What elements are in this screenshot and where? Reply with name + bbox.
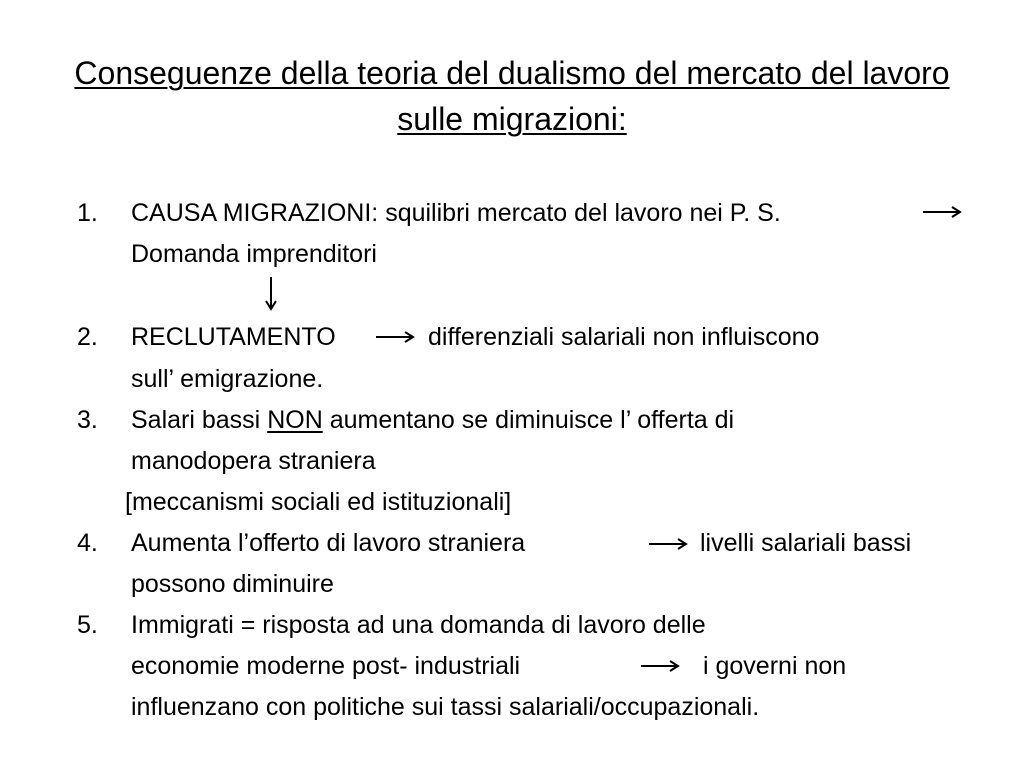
item-3-emphasis: NON bbox=[267, 406, 323, 434]
slide-title-text: Conseguenze della teoria del dualismo del mercato del lavoro sulle migrazioni: bbox=[74, 55, 950, 137]
item-4-line-2: possono diminuire bbox=[131, 570, 334, 598]
right-arrow-icon bbox=[640, 658, 682, 674]
item-3-line-1 bbox=[131, 405, 734, 435]
item-5-number: 5. bbox=[77, 611, 98, 639]
item-5-line-2b: i governi non bbox=[703, 652, 847, 680]
item-5-line-2a: economie moderne post- industriali bbox=[131, 652, 521, 680]
right-arrow-icon bbox=[922, 204, 964, 220]
item-3-line-1a: Salari bassi bbox=[131, 406, 261, 434]
right-arrow-icon bbox=[648, 536, 690, 552]
item-3-number: 3. bbox=[77, 406, 98, 434]
slide-title bbox=[60, 50, 964, 142]
item-4-number: 4. bbox=[77, 529, 98, 557]
item-4-line-1a: Aumenta l’offerto di lavoro straniera bbox=[131, 529, 526, 557]
item-2-number: 2. bbox=[77, 323, 98, 351]
item-1-line-2: Domanda imprenditori bbox=[131, 240, 377, 268]
item-5-line-1: Immigrati = risposta ad una domanda di lavoro delle bbox=[131, 611, 706, 639]
item-3-line-1b: aumentano se diminuisce l’ offerta di bbox=[329, 406, 735, 434]
item-3-line-2: manodopera straniera bbox=[131, 447, 376, 475]
item-2-line-1b: differenziali salariali non influiscono bbox=[428, 323, 820, 351]
item-4-line-1b: livelli salariali bassi bbox=[700, 529, 912, 557]
right-arrow-icon bbox=[375, 329, 417, 345]
down-arrow-icon bbox=[263, 276, 279, 312]
item-2-line-1a: RECLUTAMENTO bbox=[131, 323, 336, 351]
item-1-line-1: CAUSA MIGRAZIONI: squilibri mercato del lavoro nei P. S. bbox=[131, 199, 781, 227]
item-5-line-3: influenzano con politiche sui tassi salariali/occupazionali. bbox=[131, 693, 760, 721]
item-3-note: [meccanismi sociali ed istituzionali] bbox=[125, 488, 512, 516]
item-1-number: 1. bbox=[77, 199, 98, 227]
item-2-line-2: sull’ emigrazione. bbox=[131, 365, 324, 393]
